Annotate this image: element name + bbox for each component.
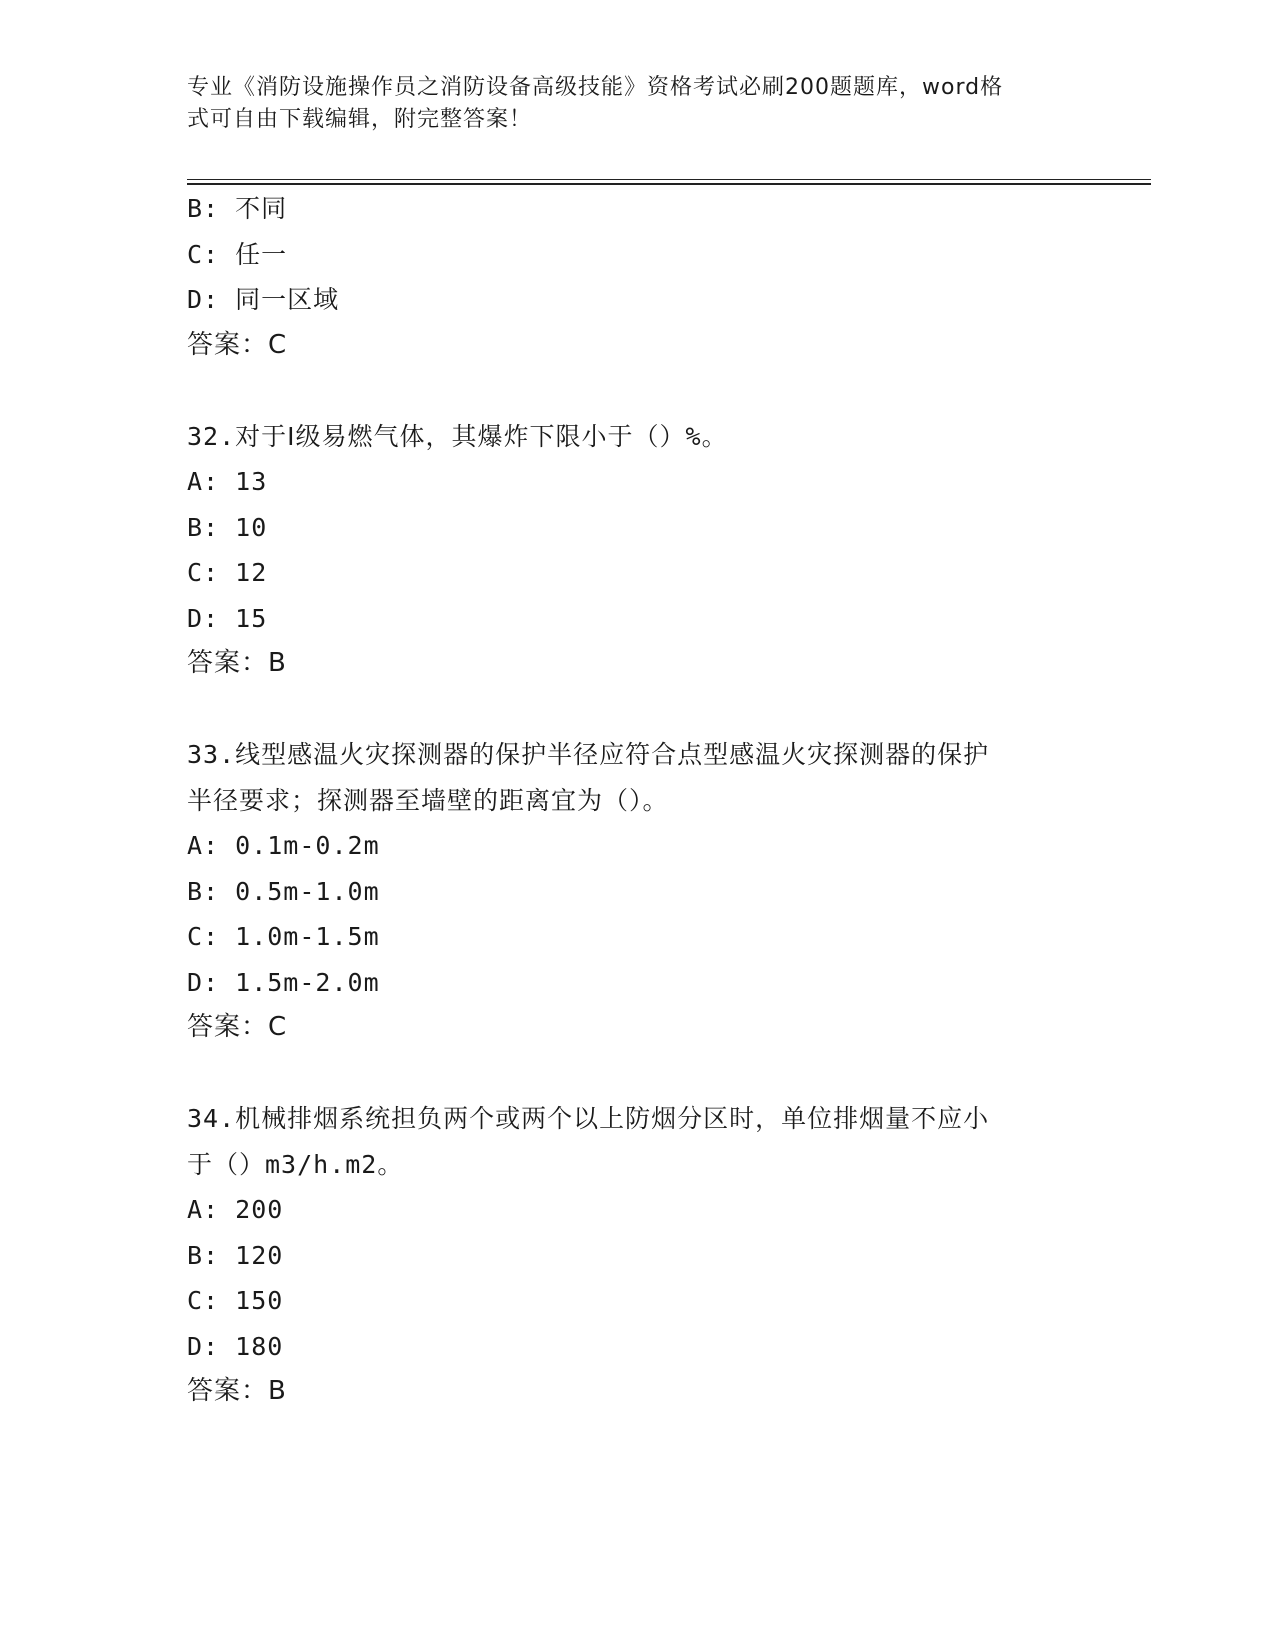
spacer <box>187 1051 1087 1097</box>
option-c: C: 150 <box>187 1286 284 1315</box>
document-header <box>187 72 1067 136</box>
question-text-line: 32.对于Ⅰ级易燃气体，其爆炸下限小于（）%。 <box>187 421 728 451</box>
option-b: B: 120 <box>187 1240 284 1270</box>
option-c: C: 任一 <box>187 239 288 269</box>
question-text-line: 34.机械排烟系统担负两个或两个以上防烟分区时，单位排烟量不应小 <box>187 1104 990 1133</box>
question-text <box>187 732 1087 823</box>
option-b: B: 不同 <box>187 194 288 223</box>
option-d: D: 1.5m-2.0m <box>187 967 380 997</box>
header-divider-thick <box>187 183 1151 185</box>
answer: 答案：C <box>187 1012 288 1042</box>
option-b: B: 10 <box>187 512 268 542</box>
spacer <box>187 687 1087 733</box>
option-c: C: 12 <box>187 558 268 587</box>
question-text <box>187 1096 1087 1187</box>
option-a: A: 200 <box>187 1195 284 1224</box>
option-a: A: 0.1m-0.2m <box>187 831 380 860</box>
option-b: B: 0.5m-1.0m <box>187 876 380 906</box>
option-d: D: 同一区域 <box>187 285 340 314</box>
option-d: D: 15 <box>187 603 268 633</box>
question-34 <box>187 1096 1087 1415</box>
question-33 <box>187 732 1087 1051</box>
carryover-question <box>187 186 1087 368</box>
header-line-2: 式可自由下载编辑，附完整答案！ <box>187 107 533 132</box>
question-32 <box>187 414 1087 687</box>
question-text-line: 于（）m3/h.m2。 <box>187 1149 404 1179</box>
question-list <box>187 186 1087 1415</box>
question-text <box>187 414 1087 460</box>
question-text-line: 半径要求；探测器至墙壁的距离宜为（）。 <box>187 785 669 815</box>
option-c: C: 1.0m-1.5m <box>187 922 380 951</box>
header-divider-thin <box>187 179 1151 180</box>
answer: 答案：B <box>187 648 287 678</box>
question-text-line: 33.线型感温火灾探测器的保护半径应符合点型感温火灾探测器的保护 <box>187 740 990 769</box>
option-d: D: 180 <box>187 1331 284 1361</box>
answer: 答案：B <box>187 1376 287 1406</box>
option-a: A: 13 <box>187 467 268 496</box>
spacer <box>187 368 1087 414</box>
answer: 答案：C <box>187 329 288 360</box>
header-line-1: 专业《消防设施操作员之消防设备高级技能》资格考试必刷200题题库，word格 <box>187 75 1004 100</box>
